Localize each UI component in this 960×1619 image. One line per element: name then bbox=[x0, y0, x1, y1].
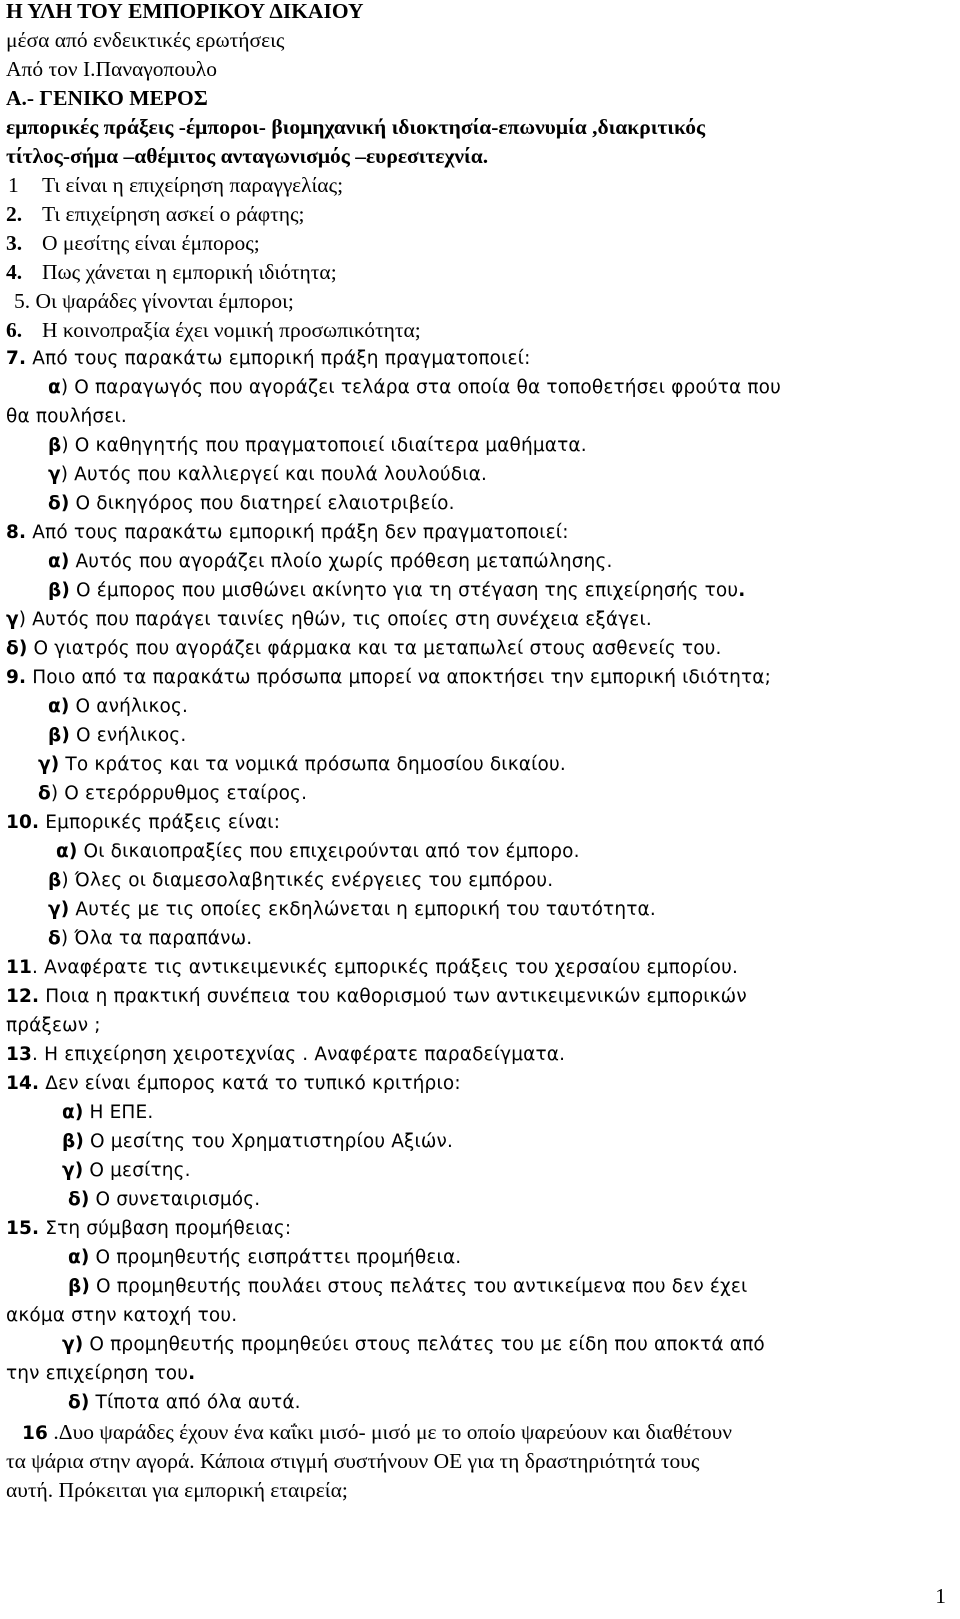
option-9c bbox=[6, 751, 946, 779]
question-number: 10. bbox=[6, 812, 40, 833]
option-14c bbox=[6, 1157, 946, 1185]
question-number: 6. bbox=[6, 318, 23, 342]
question-8 bbox=[6, 519, 946, 547]
option-text: Ο προμηθευτής εισπράττει προμήθεια. bbox=[89, 1247, 462, 1268]
option-label: γ) bbox=[38, 754, 60, 775]
question-text: Τι είναι η επιχείρηση παραγγελίας; bbox=[42, 173, 344, 197]
question-text: . Η επιχείρηση χειροτεχνίας . Αναφέρατε παραδείγματα. bbox=[32, 1044, 566, 1065]
option-label: α) bbox=[68, 1247, 90, 1268]
question-12-cont: πράξεων ; bbox=[6, 1015, 101, 1036]
question-11 bbox=[6, 954, 946, 982]
question-number: 5 bbox=[14, 289, 25, 313]
option-label: δ) bbox=[48, 493, 70, 514]
question-text: Από τους παρακάτω εμπορική πράξη δεν πραγματοποιεί: bbox=[26, 522, 569, 543]
question-text: .Δυο ψαράδες έχουν ένα καΐκι μισό- μισό με το οποίο ψαρεύουν και διαθέτουν bbox=[48, 1420, 732, 1444]
question-number: 8. bbox=[6, 522, 27, 543]
option-15b-cont: ακόμα στην κατοχή του. bbox=[6, 1305, 238, 1326]
option-text: ) Ο καθηγητής που πραγματοποιεί ιδιαίτερα μαθήματα. bbox=[61, 435, 587, 456]
option-label: α bbox=[48, 377, 61, 398]
question-text: Από τους παρακάτω εμπορική πράξη πραγματοποιεί: bbox=[32, 348, 531, 369]
question-number: 14. bbox=[6, 1073, 40, 1094]
option-10b bbox=[6, 867, 946, 895]
question-text: Πως χάνεται η εμπορική ιδιότητα; bbox=[42, 260, 337, 284]
option-label: β) bbox=[68, 1276, 90, 1297]
question-number: 13 bbox=[6, 1044, 33, 1065]
question-16-cont-2: αυτή. Πρόκειται για εμπορική εταιρεία; bbox=[6, 1478, 348, 1502]
option-text: Οι δικαιοπραξίες που επιχειρούνται από τον έμπορο. bbox=[77, 841, 580, 862]
question-3 bbox=[6, 229, 946, 257]
option-9a bbox=[6, 693, 946, 721]
option-7b bbox=[6, 432, 946, 460]
option-text: Αυτές με τις οποίες εκδηλώνεται η εμπορική του ταυτότητα. bbox=[69, 899, 656, 920]
question-10 bbox=[6, 809, 946, 837]
question-text: Στη σύμβαση προμήθειας: bbox=[39, 1218, 292, 1239]
option-text: Ο συνεταιρισμός. bbox=[89, 1189, 261, 1210]
option-14d bbox=[6, 1186, 946, 1214]
option-8a bbox=[6, 548, 946, 576]
option-label: γ) bbox=[62, 1160, 84, 1181]
question-text: . Αναφέρατε τις αντικειμενικές εμπορικές πράξεις του χερσαίου εμπορίου. bbox=[32, 957, 738, 978]
option-label: β) bbox=[62, 1131, 84, 1152]
option-14b bbox=[6, 1128, 946, 1156]
question-number: 15. bbox=[6, 1218, 40, 1239]
option-label: δ bbox=[38, 783, 51, 804]
option-text: Ο ανήλικος. bbox=[69, 696, 189, 717]
option-15b bbox=[6, 1273, 946, 1301]
option-text: ) Ο ετερόρρυθμος εταίρος. bbox=[50, 783, 308, 804]
option-15c-cont: την επιχείρηση του. bbox=[6, 1363, 196, 1384]
option-text: ) Ο παραγωγός που αγοράζει τελάρα στα οποία θα τοποθετήσει φρούτα που bbox=[60, 377, 781, 398]
option-label: α) bbox=[56, 841, 78, 862]
page-number: 1 bbox=[935, 1584, 946, 1608]
option-8b: β) Ο έμπορος που μισθώνει ακίνητο για τη στέγαση της επιχείρησής του. bbox=[48, 580, 746, 601]
question-16-cont-1: τα ψάρια στην αγορά. Κάποια στιγμή συστήνουν ΟΕ για τη δραστηριότητά τους bbox=[6, 1449, 700, 1473]
option-text: Ο δικηγόρος που διατηρεί ελαιοτριβείο. bbox=[69, 493, 455, 514]
option-15a bbox=[6, 1244, 946, 1272]
option-8d bbox=[6, 635, 946, 663]
option-text: Ο προμηθευτής πουλάει στους πελάτες του αντικείμενα που δεν έχει bbox=[90, 1276, 748, 1297]
question-text: Η κοινοπραξία έχει νομική προσωπικότητα; bbox=[42, 318, 421, 342]
question-7 bbox=[6, 345, 946, 373]
question-1 bbox=[6, 171, 946, 199]
question-text: Τι επιχείρηση ασκεί ο ράφτης; bbox=[42, 202, 305, 226]
option-text: Αυτός που αγοράζει πλοίο χωρίς πρόθεση μεταπώλησης. bbox=[69, 551, 613, 572]
option-label: α) bbox=[62, 1102, 84, 1123]
option-text: ) Όλες οι διαμεσολαβητικές ενέργειες του εμπόρου. bbox=[61, 870, 554, 891]
option-label: γ) bbox=[48, 899, 70, 920]
option-text: ) Αυτός που καλλιεργεί και πουλά λουλούδια. bbox=[60, 464, 488, 485]
question-14 bbox=[6, 1070, 946, 1098]
option-8c bbox=[6, 606, 946, 634]
option-7a bbox=[6, 374, 946, 402]
option-text: Ο ενήλικος. bbox=[70, 725, 187, 746]
question-2 bbox=[6, 200, 946, 228]
option-label: δ) bbox=[68, 1392, 90, 1413]
document-subtitle: μέσα από ενδεικτικές ερωτήσεις bbox=[6, 28, 285, 52]
option-label: β) bbox=[48, 580, 70, 601]
option-text: Το κράτος και τα νομικά πρόσωπα δημοσίου δικαίου. bbox=[59, 754, 566, 775]
question-text: Ποιο από τα παρακάτω πρόσωπα μπορεί να αποκτήσει την εμπορική ιδιότητα; bbox=[26, 667, 772, 688]
option-10a bbox=[6, 838, 946, 866]
option-label: γ bbox=[6, 609, 19, 630]
section-topics-cont: τίτλος-σήμα –αθέμιτος ανταγωνισμός –ευρεσιτεχνία. bbox=[6, 144, 489, 168]
option-text: Ο έμπορος που μισθώνει ακίνητο για τη στέγαση της επιχείρησής του bbox=[70, 580, 739, 601]
option-text: Ο μεσίτης. bbox=[83, 1160, 191, 1181]
document-title: Η ΥΛΗ ΤΟΥ ΕΜΠΟΡΙΚΟΥ ΔΙΚΑΙΟΥ bbox=[6, 0, 364, 23]
option-7c bbox=[6, 461, 946, 489]
question-text: Εμπορικές πράξεις είναι: bbox=[39, 812, 281, 833]
option-label: β) bbox=[48, 725, 70, 746]
option-text: Ο γιατρός που αγοράζει φάρμακα και τα μεταπωλεί στους ασθενείς του. bbox=[27, 638, 722, 659]
question-number: 2. bbox=[6, 202, 23, 226]
question-6 bbox=[6, 316, 946, 344]
question-number: 7. bbox=[6, 348, 27, 369]
option-label: β bbox=[48, 435, 62, 456]
option-label: γ) bbox=[62, 1334, 84, 1355]
question-13 bbox=[6, 1041, 946, 1069]
question-text: Δεν είναι έμπορος κατά το τυπικό κριτήριο: bbox=[39, 1073, 461, 1094]
question-9 bbox=[6, 664, 946, 692]
option-15c bbox=[6, 1331, 946, 1359]
question-text: Ο μεσίτης είναι έμπορος; bbox=[42, 231, 260, 255]
question-number: 3. bbox=[6, 231, 23, 255]
option-7a-cont: θα πουλήσει. bbox=[6, 406, 127, 427]
option-label: δ) bbox=[68, 1189, 90, 1210]
option-10d bbox=[6, 925, 946, 953]
option-label: β bbox=[48, 870, 62, 891]
question-15 bbox=[6, 1215, 946, 1243]
question-number: 1 bbox=[8, 173, 19, 197]
option-text: Ο μεσίτης του Χρηματιστηρίου Αξιών. bbox=[84, 1131, 454, 1152]
option-9b bbox=[6, 722, 946, 750]
option-text: Η ΕΠΕ. bbox=[83, 1102, 154, 1123]
option-10c bbox=[6, 896, 946, 924]
option-label: δ bbox=[48, 928, 61, 949]
question-12 bbox=[6, 983, 946, 1011]
question-5 bbox=[6, 287, 946, 315]
option-text: Ο προμηθευτής προμηθεύει στους πελάτες του με είδη που αποκτά από bbox=[83, 1334, 765, 1355]
option-14a bbox=[6, 1099, 946, 1127]
option-7d bbox=[6, 490, 946, 518]
question-4 bbox=[6, 258, 946, 286]
question-number: 4. bbox=[6, 260, 23, 284]
section-topics: εμπορικές πράξεις -έμποροι- βιομηχανική ιδιοκτησία-επωνυμία ,διακριτικός bbox=[6, 115, 706, 139]
question-16 bbox=[6, 1418, 946, 1446]
question-text: . Οι ψαράδες γίνονται έμποροι; bbox=[24, 289, 294, 313]
option-text: ) Όλα τα παραπάνω. bbox=[60, 928, 253, 949]
question-text: Ποια η πρακτική συνέπεια του καθορισμού των αντικειμενικών εμπορικών bbox=[39, 986, 747, 1007]
question-number: 12. bbox=[6, 986, 40, 1007]
document-author: Από τον Ι.Παναγοπουλο bbox=[6, 57, 217, 81]
section-heading: Α.- ΓΕΝΙΚΟ ΜΕΡΟΣ bbox=[6, 86, 208, 110]
option-label: γ bbox=[48, 464, 61, 485]
option-label: α) bbox=[48, 551, 70, 572]
option-text: ) Αυτός που παράγει ταινίες ηθών, τις οποίες στη συνέχεια εξάγει. bbox=[18, 609, 652, 630]
question-number: 11 bbox=[6, 957, 33, 978]
option-15d bbox=[6, 1389, 946, 1417]
option-text: Τίποτα από όλα αυτά. bbox=[89, 1392, 301, 1413]
option-label: δ) bbox=[6, 638, 28, 659]
question-number: 9. bbox=[6, 667, 27, 688]
option-9d bbox=[6, 780, 946, 808]
option-label: α) bbox=[48, 696, 70, 717]
question-number: 16 bbox=[22, 1423, 49, 1444]
